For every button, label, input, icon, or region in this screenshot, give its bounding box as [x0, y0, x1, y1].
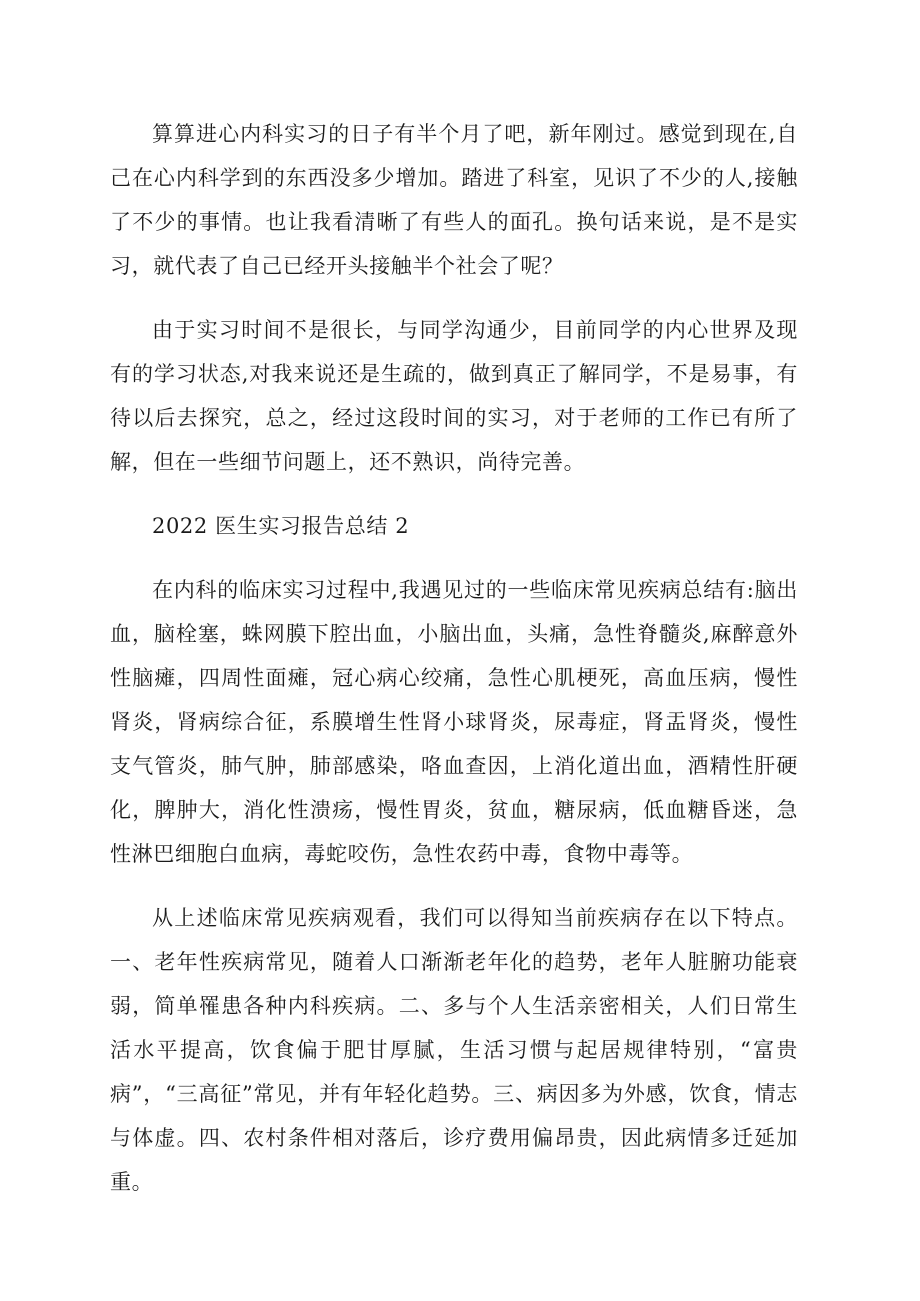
paragraph-disease-characteristics: 从上述临床常见疾病观看，我们可以得知当前疾病存在以下特点。一、老年性疾病常见，随着人口渐渐老年化的趋势，老年人脏腑功能衰弱，简单罹患各种内科疾病。二、多与个人生活亲密相关，人们日常生活水平提高，饮食偏于肥甘厚腻，生活习惯与起居规律特别，“富贵病”，“三高征”常见，并有年轻化趋势。三、病因多为外感，饮食，情志与体虚。四、农村条件相对落后，诊疗费用偏昂贵，因此病情多迁延加重。 [110, 906, 798, 1194]
paragraph-common-diseases: 在内科的临床实习过程中,我遇见过的一些临床常见疾病总结有:脑出血，脑栓塞，蛛网膜下腔出血，小脑出血，头痛，急性脊髓炎,麻醉意外性脑瘫，四周性面瘫，冠心病心绞痛，急性心肌梗死，高血压病，慢性肾炎，肾病综合征，系膜增生性肾小球肾炎，尿毒症，肾盂肾炎，慢性支气管炎，肺气肿，肺部感染，咯血查因，上消化道出血，酒精性肝硬化，脾肿大，消化性溃疡，慢性胃炎，贫血，糖尿病，低血糖昏迷，急性淋巴细胞白血病，毒蛇咬伤，急性农药中毒，食物中毒等。 [110, 578, 798, 866]
section-title: 2022 医生实习报告总结 2 [152, 514, 410, 538]
document-body [110, 112, 798, 1224]
paragraph-internship-intro: 算算进心内科实习的日子有半个月了吧，新年刚过。感觉到现在,自己在心内科学到的东西没多少增加。踏进了科室，见识了不少的人,接触了不少的事情。也让我看清晰了有些人的面孔。换句话来说，是不是实习，就代表了自己已经开头接触半个社会了呢？ [110, 122, 798, 278]
paragraph-classmates: 由于实习时间不是很长，与同学沟通少，目前同学的内心世界及现有的学习状态,对我来说还是生疏的，做到真正了解同学，不是易事，有待以后去探究，总之，经过这段时间的实习，对于老师的工作已有所了解，但在一些细节问题上，还不熟识，尚待完善。 [110, 318, 798, 474]
